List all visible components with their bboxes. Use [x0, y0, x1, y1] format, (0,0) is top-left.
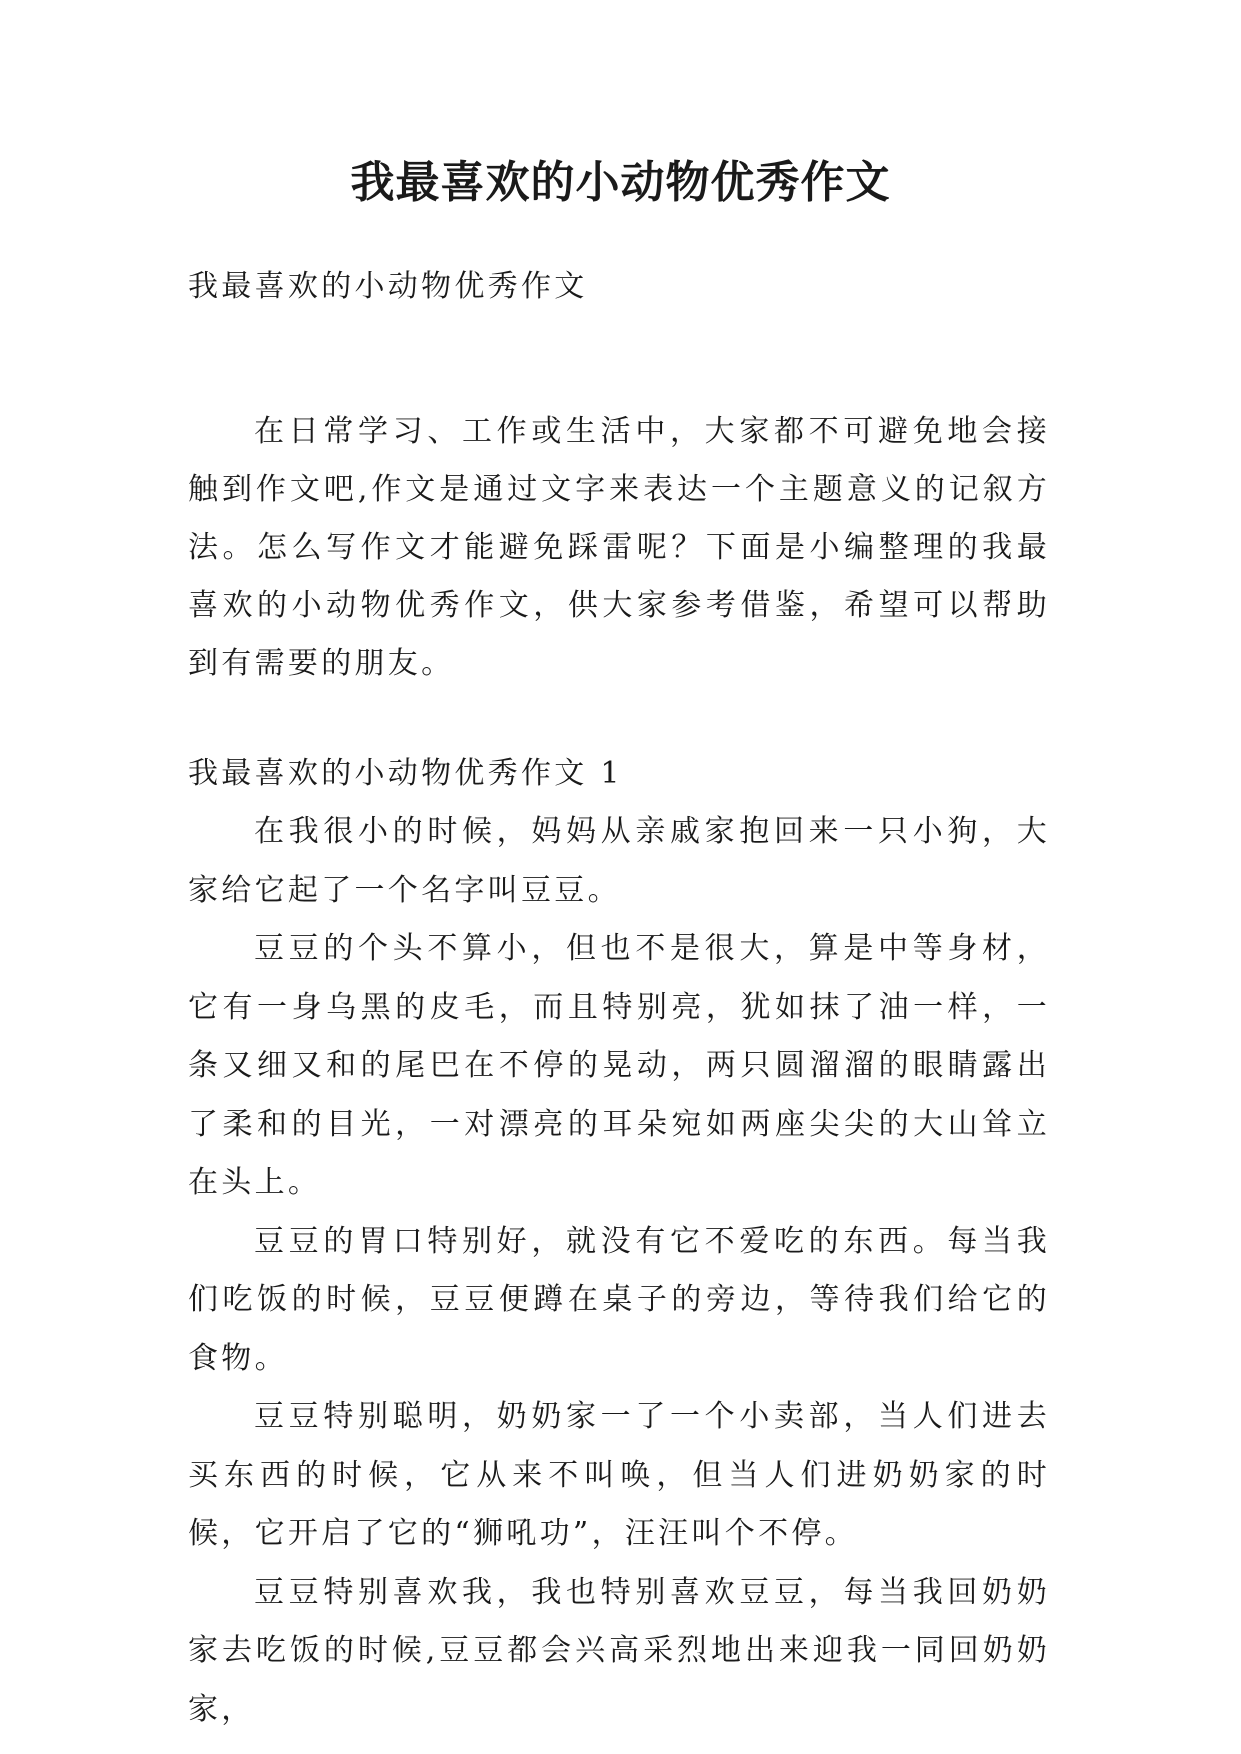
essay-paragraph: 在我很小的时候，妈妈从亲戚家抱回来一只小狗，大家给它起了一个名字叫豆豆。 — [188, 814, 1050, 908]
essay-paragraph: 豆豆特别喜欢我，我也特别喜欢豆豆，每当我回奶奶家去吃饭的时候,豆豆都会兴高采烈地出来迎我一同回奶奶家， — [188, 1574, 1050, 1727]
essay-paragraph: 豆豆特别聪明，奶奶家一了一个小卖部，当人们进去买东西的时候，它从来不叫唤，但当人们进奶奶家的时候，它开启了它的“狮吼功”，汪汪叫个不停。 — [188, 1399, 1050, 1551]
essay-body — [188, 803, 1050, 1739]
essay-paragraph: 豆豆的胃口特别好，就没有它不爱吃的东西。每当我们吃饭的时候，豆豆便蹲在桌子的旁边，等待我们给它的食物。 — [188, 1223, 1050, 1376]
intro-paragraph: 在日常学习、工作或生活中，大家都不可避免地会接触到作文吧,作文是通过文字来表达一个主题意义的记叙方法。怎么写作文才能避免踩雷呢？下面是小编整理的我最喜欢的小动物优秀作文，供大家参考借鉴，希望可以帮助到有需要的朋友。 — [188, 414, 1050, 681]
document-title: 我最喜欢的小动物优秀作文 — [350, 157, 891, 208]
section-title: 我最喜欢的小动物优秀作文 1 — [188, 756, 623, 791]
document-subtitle: 我最喜欢的小动物优秀作文 — [188, 269, 588, 304]
essay-paragraph: 豆豆的个头不算小，但也不是很大，算是中等身材，它有一身乌黑的皮毛，而且特别亮，犹如抹了油一样，一条又细又和的尾巴在不停的晃动，两只圆溜溜的眼睛露出了柔和的目光，一对漂亮的耳朵宛如两座尖尖的大山耸立在头上。 — [188, 931, 1050, 1200]
